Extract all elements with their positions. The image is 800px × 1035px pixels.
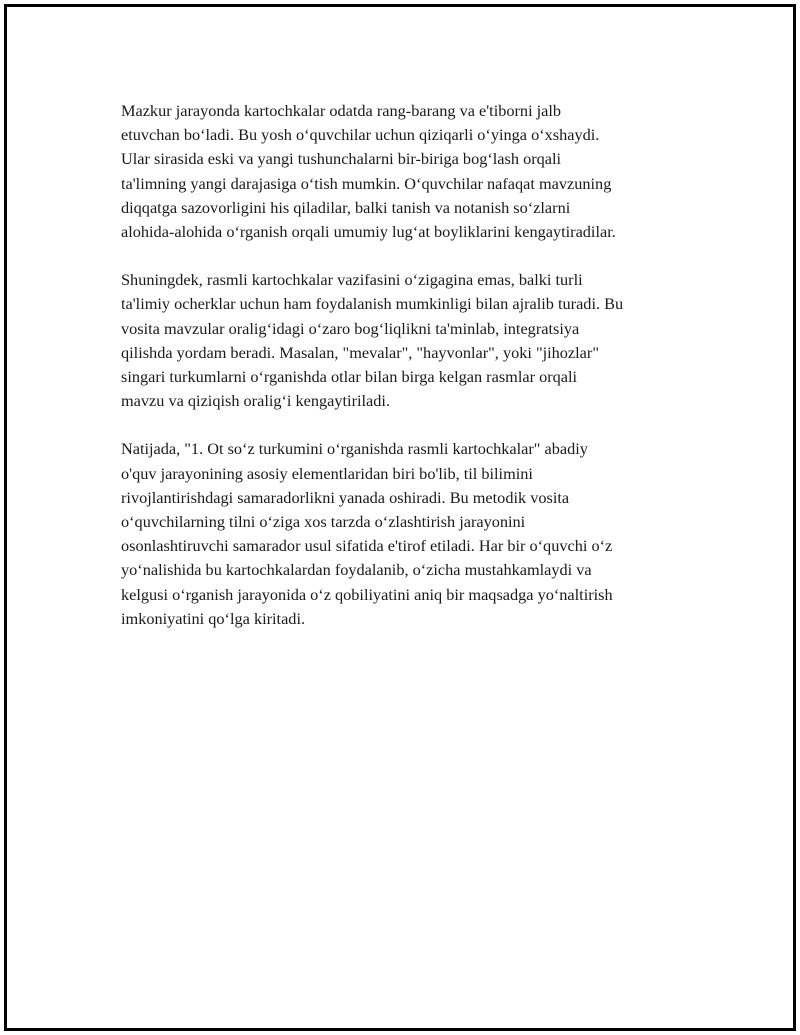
text-line: vosita mavzular oralig‘idagi o‘zaro bog‘liqlikni ta'minlab, integratsiya [121,318,580,338]
document-body [121,99,701,655]
paragraph-2 [121,268,701,413]
text-line: mavzu va qiziqish oralig‘i kengaytiriladi. [121,391,391,411]
text-line: ta'limning yangi darajasiga o‘tish mumkin. O‘quvchilar nafaqat mavzuning [121,173,612,193]
text-line: Mazkur jarayonda kartochkalar odatda rang-barang va e'tiborni jalb [121,101,562,120]
text-line: ta'limiy ocherklar uchun ham foydalanish mumkinligi bilan ajralib turadi. Bu [121,294,624,314]
text-line: yo‘nalishida bu kartochkalardan foydalanib, o‘zicha mustahkamlaydi va [121,560,592,580]
text-line: diqqatga sazovorligini his qiladilar, balki tanish va notanish so‘zlarni [121,197,571,217]
paragraph-3 [121,437,701,631]
paragraph-1 [121,99,701,244]
text-line: Shuningdek, rasmli kartochkalar vazifasini o‘zigagina emas, balki turli [121,270,583,290]
text-line: etuvchan bo‘ladi. Bu yosh o‘quvchilar uchun qiziqarli o‘yinga o‘xshaydi. [121,125,600,145]
text-line: rivojlantirishdagi samaradorlikni yanada oshiradi. Bu metodik vosita [121,487,570,507]
text-line: singari turkumlarni o‘rganishda otlar bilan birga kelgan rasmlar orqali [121,367,578,387]
text-line: o'quv jarayonining asosiy elementlaridan biri bo'lib, til bilimini [121,463,533,483]
text-line: Ular sirasida eski va yangi tushunchalarni bir-biriga bog‘lash orqali [121,149,562,169]
text-line: osonlashtiruvchi samarador usul sifatida e'tirof etiladi. Har bir o‘quvchi o‘z [121,536,613,556]
page-frame [4,4,796,1031]
text-line: qilishda yordam beradi. Masalan, "mevalar", "hayvonlar", yoki "jihozlar" [121,342,599,362]
text-line: kelgusi o‘rganish jarayonida o‘z qobiliyatini aniq bir maqsadga yo‘naltirish [121,584,613,604]
text-line: Natijada, "1. Ot so‘z turkumini o‘rganishda rasmli kartochkalar" abadiy [121,439,588,459]
text-line: imkoniyatini qo‘lga kiritadi. [121,608,306,628]
text-line: alohida-alohida o‘rganish orqali umumiy lug‘at boyliklarini kengaytiradilar. [121,222,616,242]
text-line: o‘quvchilarning tilni o‘ziga xos tarzda o‘zlashtirish jarayonini [121,512,526,532]
